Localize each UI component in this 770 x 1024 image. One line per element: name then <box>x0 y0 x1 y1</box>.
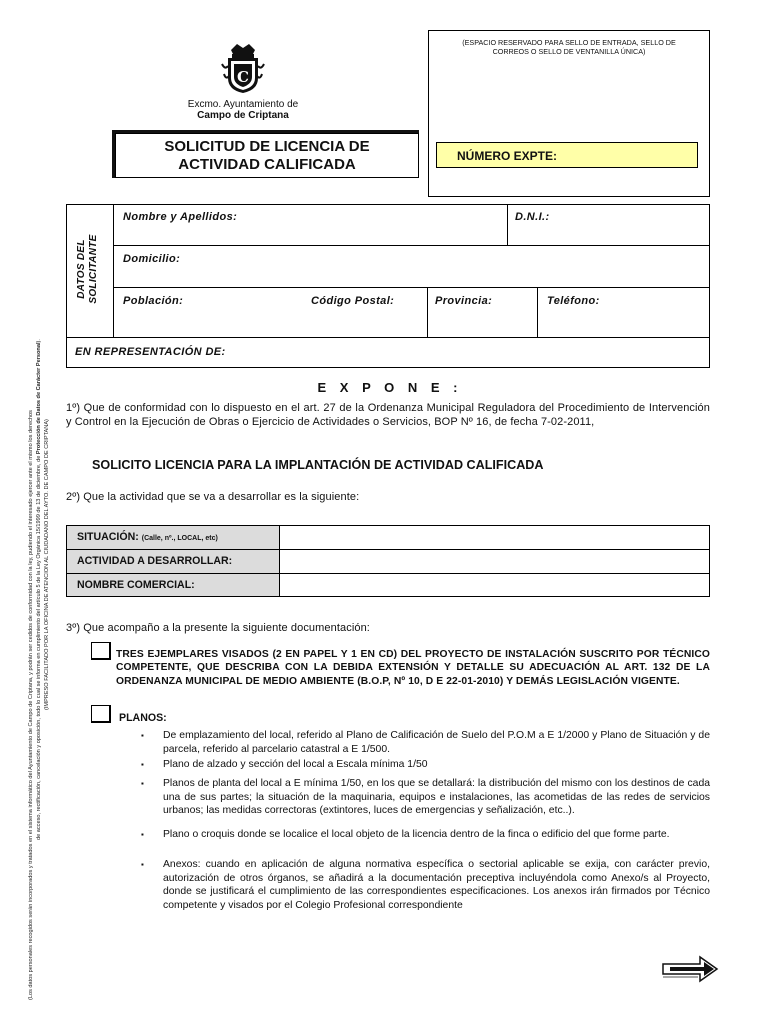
actividad-input[interactable] <box>280 550 708 573</box>
dni-field[interactable]: D.N.I.: <box>515 211 550 223</box>
ejemplares-checkbox[interactable] <box>91 642 111 660</box>
legal-line-2: de acceso, rectificación, cancelación y oposición, todo lo cual se informa en cumplimiento del artículo 5 de la Ley Orgánica 15/1999 de 13 de diciembre, de Protección de Datos de Carácter Personal). <box>36 339 42 840</box>
bullet-2: ▪ <box>141 760 144 769</box>
representation-field[interactable]: EN REPRESENTACIÓN DE: <box>75 346 226 358</box>
stamp-area <box>428 30 710 197</box>
province-field[interactable]: Provincia: <box>435 295 493 307</box>
form-title <box>115 133 419 178</box>
applicant-data-box <box>66 204 710 338</box>
legal-line-3: (IMPRESO FACILITADO POR LA OFICINA DE ATENCION AL CIUDADANO DEL AYTO. DE CAMPO DE CRIPTANA) <box>44 419 50 710</box>
svg-text:C: C <box>237 68 249 86</box>
bullet-3: ▪ <box>141 779 144 788</box>
coat-of-arms-icon <box>218 40 268 94</box>
legal-notice <box>0 0 110 1024</box>
planos-item-4: Plano o croquis donde se localice el local objeto de la licencia dentro de la finca o edificio del que forme parte. <box>163 829 670 840</box>
representation-box <box>66 338 710 368</box>
planos-item-3: Planos de planta del local a E mínima 1/50, en los que se detallará: la distribución del mismo con los destinos de cada una de sus partes; la situación de la maquinaria, equipos e instalaciones, las acometidas de las redes de servicios urbanos; las medidas correctoras (extintores, luces de emergencias y señalización, etc..). <box>163 778 710 816</box>
planos-item-5: Anexos: cuando en aplicación de alguna normativa específica o sectorial aplicable se exija, con carácter previo, autorización de otros órganos, se añadirá a la documentación preceptiva incluyéndola como Anexo/s al Proyecto, donde se justificará el cumplimiento de las correspondientes especificaciones. Los anexos irán firmados por Técnico competente y visados por el Colegio Profesional correspondiente <box>163 859 710 911</box>
side-label-2: SOLICITANTE <box>88 234 99 304</box>
paragraph-3: 3º) Que acompaño a la presente la siguiente documentación: <box>66 622 370 634</box>
legal-line-1: (Los datos personales recogidos serán incorporados y tratados en el sistema informático del Ayuntamiento de Campo de Criptana, y podrán ser cedidos de conformidad con la ley, pudiendo el interesado ejercer ante el mismo los derechos <box>28 410 34 1000</box>
side-label-1: DATOS DEL <box>76 239 87 299</box>
bullet-5: ▪ <box>141 860 144 869</box>
bullet-1: ▪ <box>141 731 144 740</box>
name-field[interactable]: Nombre y Apellidos: <box>123 211 238 223</box>
activity-table <box>66 525 710 597</box>
planos-checkbox[interactable] <box>91 705 111 723</box>
title-line-1: SOLICITUD DE LICENCIA DE <box>164 138 370 155</box>
nombre-comercial-label: NOMBRE COMERCIAL: <box>67 574 279 596</box>
solicito-heading: SOLICITO LICENCIA PARA LA IMPLANTACIÓN DE ACTIVIDAD CALIFICADA <box>92 458 544 472</box>
org-line-1: Excmo. Ayuntamiento de <box>187 99 299 110</box>
applicant-section-label <box>67 205 114 337</box>
planos-item-2: Plano de alzado y sección del local a Escala mínima 1/50 <box>163 759 428 770</box>
expediente-number-field[interactable]: NÚMERO EXPTE: <box>436 142 698 168</box>
title-line-2: ACTIVIDAD CALIFICADA <box>178 156 356 173</box>
stamp-note: (ESPACIO RESERVADO PARA SELLO DE ENTRADA, SELLO DE CORREOS O SELLO DE VENTANILLA ÚNICA) <box>462 38 676 56</box>
ejemplares-text: TRES EJEMPLARES VISADOS (2 EN PAPEL Y 1 EN CD) DEL PROYECTO DE INSTALACIÓN SUSCRITO POR TÉCNICO COMPETENTE, QUE DESCRIBA CON LA DEBIDA EXTENSIÓN Y DETALLE SU ADECUACIÓN AL ART. 132 DE LA ORDENANZA MUNICIPAL DE MEDIO AMBIENTE (B.O.P, Nº 10, D E 22-01-2010) Y DEMÁS LEGISLACIÓN VIGENTE. <box>116 649 710 687</box>
situacion-input[interactable] <box>280 526 708 549</box>
org-line-2: Campo de Criptana <box>197 110 289 121</box>
expone-heading: E X P O N E : <box>317 380 463 395</box>
postal-code-field[interactable]: Código Postal: <box>311 295 395 307</box>
actividad-label: ACTIVIDAD A DESARROLLAR: <box>67 550 279 574</box>
nombre-comercial-input[interactable] <box>280 574 708 596</box>
paragraph-1: 1º) Que de conformidad con lo dispuesto en el art. 27 de la Ordenanza Municipal Reguladora del Procedimiento de Intervención y Control en la Ejecución de Obras o Ejercicio de Actividades o Servicios, BOP Nº 16, de fecha 7-02-2011, <box>66 402 710 428</box>
planos-label: PLANOS: <box>119 712 167 724</box>
bullet-4: ▪ <box>141 830 144 839</box>
arrow-right-icon[interactable] <box>660 955 720 983</box>
address-field[interactable]: Domicilio: <box>123 253 181 265</box>
situacion-label: SITUACIÓN: (Calle, nº., LOCAL, etc) <box>67 526 279 550</box>
phone-field[interactable]: Teléfono: <box>547 295 600 307</box>
town-field[interactable]: Población: <box>123 295 184 307</box>
paragraph-2: 2º) Que la actividad que se va a desarrollar es la siguiente: <box>66 491 360 503</box>
planos-item-1: De emplazamiento del local, referido al Plano de Calificación de Suelo del P.O.M a E 1/2000 y Plano de Situación y de parcela, referido al parcelario catastral a E 1/500. <box>163 730 710 755</box>
